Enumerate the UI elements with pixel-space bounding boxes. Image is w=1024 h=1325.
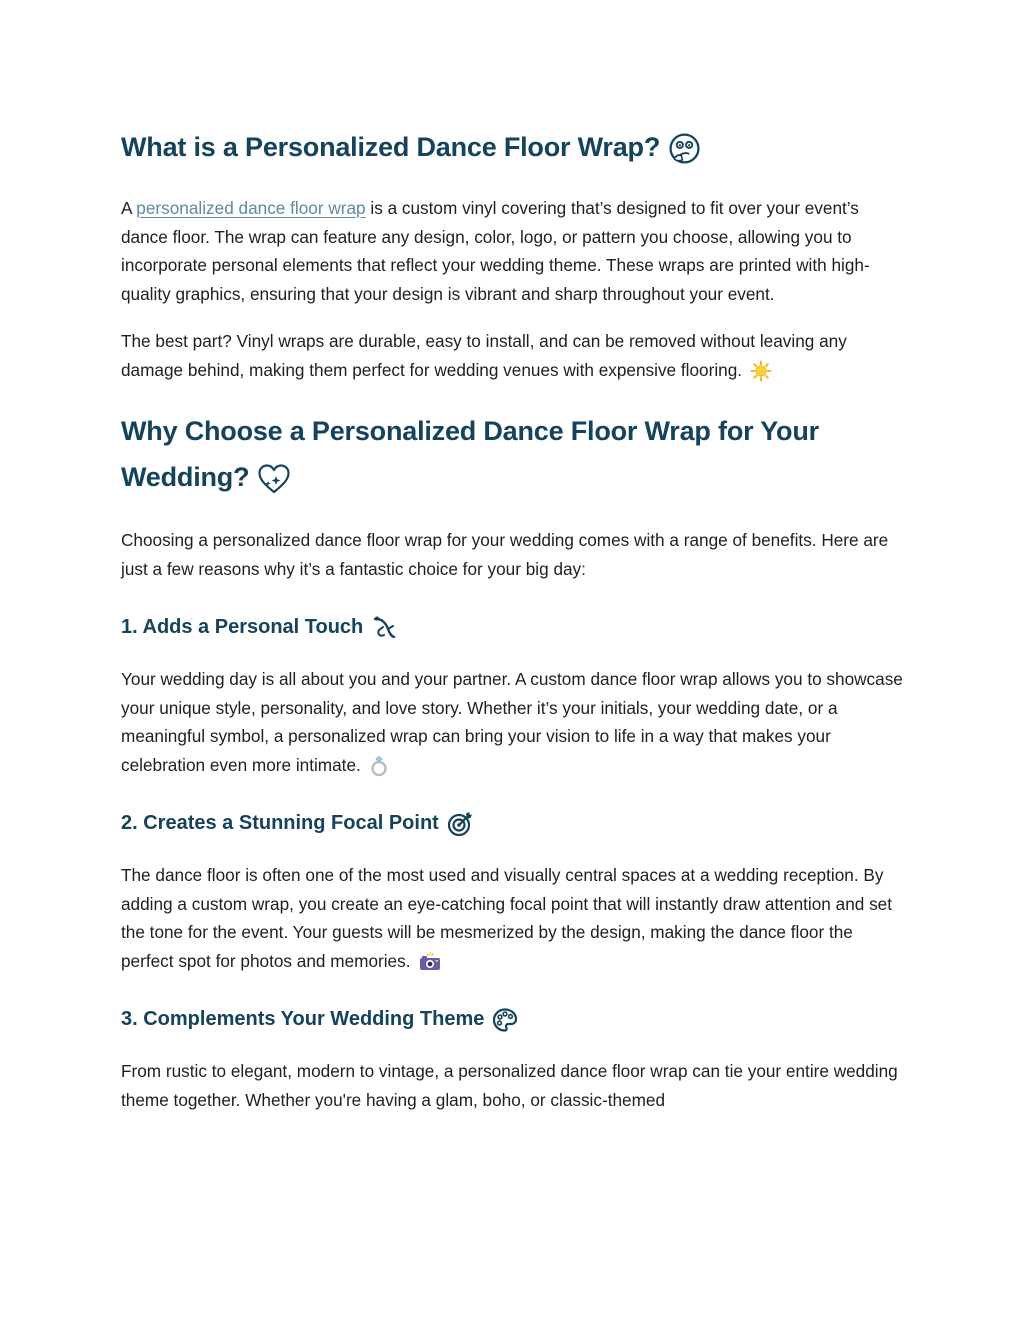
section-3-heading xyxy=(121,1005,904,1033)
intro-rest: is a custom vinyl covering that’s designed to fit over your event’s dance floor. The wrap can feature any design, color, logo, or pattern you choose, allowing you to incorporate personal elements that reflect your wedding theme. These wraps are printed with high-quality graphics, ensuring that your design is vibrant and sharp throughout your event. xyxy=(121,198,870,304)
section-2-title: 2. Creates a Stunning Focal Point xyxy=(121,812,439,834)
camera-icon xyxy=(418,952,442,972)
section-2-body xyxy=(121,861,904,975)
heading-what-is xyxy=(121,124,904,170)
section-1-heading xyxy=(121,613,904,641)
section-3-body: From rustic to elegant, modern to vintage, a personalized dance floor wrap can tie your entire wedding theme together. Whether you're having a glam, boho, or classic-themed xyxy=(121,1061,898,1110)
why-intro-paragraph: Choosing a personalized dance floor wrap for your wedding comes with a range of benefits. Here are just a few reasons why it’s a fantastic choice for your big day: xyxy=(121,530,889,579)
sun-icon xyxy=(750,360,772,382)
dance-floor-wrap-link[interactable]: personalized dance floor wrap xyxy=(136,198,366,218)
heading-what-is-text: What is a Personalized Dance Floor Wrap? xyxy=(121,132,661,162)
section-1-body-text: Your wedding day is all about you and your partner. A custom dance floor wrap allows you to showcase your unique style, personality, and love story. Whether it’s your initials, your wedding date, or a meaningful symbol, a personalized wrap can bring your vision to life in a way that makes your celebration even more intimate. xyxy=(121,669,903,775)
section-1-body xyxy=(121,665,904,779)
section-2-heading xyxy=(121,809,904,837)
palette-icon xyxy=(492,1007,518,1033)
intro-paragraph xyxy=(121,194,904,308)
section-1-title: 1. Adds a Personal Touch xyxy=(121,616,364,638)
heading-why-choose xyxy=(121,408,904,500)
dancer-icon xyxy=(371,615,397,641)
section-3-title: 3. Complements Your Wedding Theme xyxy=(121,1008,485,1030)
heading-why-choose-text: Why Choose a Personalized Dance Floor Wrap for Your Wedding? xyxy=(121,416,819,492)
heart-sparkle-icon xyxy=(257,463,291,495)
target-icon xyxy=(447,811,473,837)
intro-second-text: The best part? Vinyl wraps are durable, easy to install, and can be removed without leaving any damage behind, making them perfect for wedding venues with expensive flooring. xyxy=(121,331,847,380)
ring-icon xyxy=(369,755,389,777)
intro-second-paragraph xyxy=(121,327,904,384)
intro-prefix: A xyxy=(121,198,137,218)
section-2-body-text: The dance floor is often one of the most used and visually central spaces at a wedding reception. By adding a custom wrap, you create an eye-catching focal point that will instantly draw attention and set the tone for the event. Your guests will be mesmerized by the design, making the dance floor the perfect spot for photos and memories. xyxy=(121,865,893,971)
thinking-face-icon xyxy=(668,132,701,165)
